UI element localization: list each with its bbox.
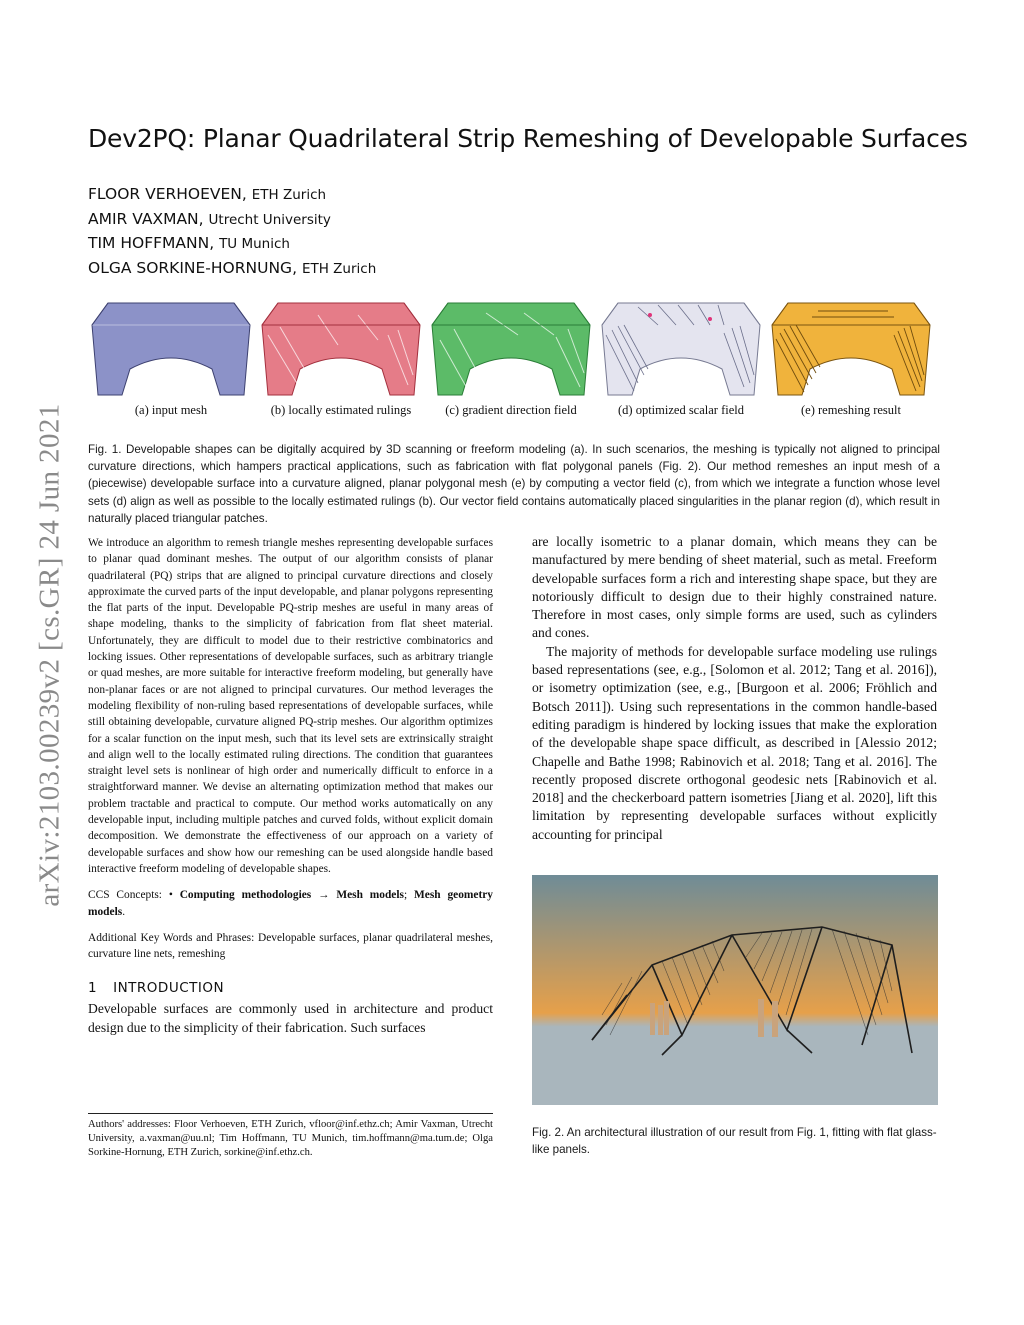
section-title: INTRODUCTION — [113, 980, 225, 997]
author-entry — [88, 208, 376, 233]
ccs-concepts — [88, 887, 493, 920]
figure-1c-caption: (c) gradient direction field — [445, 403, 577, 417]
author-affiliation: Utrecht University — [208, 211, 331, 228]
author-affiliation: ETH Zurich — [301, 260, 377, 277]
author-entry — [88, 232, 376, 257]
figure-1b-panel — [258, 295, 424, 425]
author-entry — [88, 183, 376, 208]
input-mesh-image — [88, 295, 254, 400]
section-number: 1 — [88, 980, 98, 997]
footnote-divider — [88, 1113, 493, 1114]
scalar-field-image — [598, 295, 764, 400]
abstract: We introduce an algorithm to remesh triangle meshes representing developable surfaces to planar quad dominant meshes. The output of our algorithm consists of planar quadrilateral (PQ) strips that are aligned to principal curvature directions and closely approximate the curved parts of the input developable, and planar polygons representing the flat parts of the input. Developable PQ-strip meshes are useful in many areas of shape modeling, thanks to the simplicity of fabrication from flat sheet material. Unfortunately, they are difficult to model due to their restrictive combinatorics and locking issues. Other representations of developable surfaces, such as arbitrary triangle or quad meshes, are more suitable for interactive freeform modeling, but generally have non-planar faces or are not aligned to principal curvatures. Our method leverages the modeling flexibility of non-ruling based representations of developable surfaces, while still obtaining developable, curvature aligned PQ-strip meshes. Our algorithm optimizes for a scalar function on the input mesh, such that its level sets are extrinsically straight and align well to the locally estimated ruling directions. The condition that guarantees straight level sets is nonlinear of high order and numerically difficult to enforce in a straightforward manner. We devise an alternating optimization method that makes our problem tractable and practical to compute. Our method works automatically on any developable input, including multiple patches and curved folds, without explicit domain decomposition. We demonstrate the effectiveness of our approach on a variety of developable surfaces and show how our remeshing can be used alongside handle based interactive freeform modeling of developable shapes. — [88, 537, 493, 875]
ccs-label: CCS Concepts: • — [88, 889, 173, 902]
author-affiliation: ETH Zurich — [251, 187, 327, 203]
paper-title: Dev2PQ: Planar Quadrilateral Strip Remeshing of Developable Surfaces — [88, 124, 968, 153]
author-name: OLGA SORKINE-HORNUNG, — [88, 258, 298, 277]
ccs-term-2: Mesh geometry models — [88, 889, 493, 918]
figure-1b-caption: (b) locally estimated rulings — [270, 403, 412, 417]
remeshing-result-image — [768, 295, 934, 400]
section-heading — [88, 980, 493, 996]
author-entry — [88, 257, 376, 282]
authors-addresses-footnote: Authors' addresses: Floor Verhoeven, ETH Zurich, vfloor@inf.ethz.ch; Amir Vaxman, Utrecht University, a.vaxman@uu.nl; Tim Hoffmann, TU Munich, tim.hoffmann@ma.tum.de; Olga Sorkine-Hornung, ETH Zurich, sorkine@inf.ethz.ch. — [88, 1119, 493, 1159]
architectural-render-image — [532, 875, 938, 1105]
ccs-end: . — [122, 905, 126, 918]
figure-1 — [88, 295, 938, 425]
figure-1e-caption: (e) remeshing result — [801, 403, 901, 417]
figure-2 — [532, 875, 938, 1105]
intro-paragraph-continued: are locally isometric to a planar domain, which means they can be manufactured by mere bending of sheet material, such as metal. Freeform developable surfaces form a rich and interesting shape space, but they are notoriously difficult to design due to their highly constrained nature. Therefore in most cases, only simple forms are used, such as cylinders and cones. — [532, 534, 937, 641]
author-name: AMIR VAXMAN, — [88, 209, 204, 228]
figure-1-caption: Fig. 1. Developable shapes can be digitally acquired by 3D scanning or freeform modeling (a). In such scenarios, the meshing is typically not aligned to principal curvature directions, which hampers practical applications, such as fabrication with flat polygonal panels (Fig. 2). Our method remeshes an input mesh of a (piecewise) developable surface into a curvature aligned, planar polygonal mesh (e) by computing a vector field (c), from which we integrate a function whose level sets (d) align as well as possible to the locally estimated rulings (b). Our vector field contains automatically placed singularities in the planar region (d), which result in naturally placed triangular patches. — [88, 443, 940, 525]
figure-1d-caption: (d) optimized scalar field — [618, 403, 744, 417]
intro-paragraph-2: The majority of methods for developable surface modeling use rulings based representations (see, e.g., [Solomon et al. 2012; Tang et al. 2016]), or isometry optimization (see, e.g., [Burgoon et al. 2006; Fröhlich and Botsch 2011]). Using such representations in the common handle-based editing paradigm is hindered by locking issues that make the exploration of the developable shape space difficult, as described in [Alessio 2012; Chapelle and Bathe 1998; Rabinovich et al. 2018; Tang et al. 2016]. The recently proposed discrete orthogonal geodesic nets [Rabinovich et al. 2018] and the checkerboard pattern isometries [Jiang et al. 2020], lift this limitation by representing developable surfaces without explicitly accounting for principal — [532, 643, 937, 842]
intro-paragraph-start: Developable surfaces are commonly used in architecture and product design due to the simplicity of their fabrication. Such surfaces — [88, 1001, 493, 1035]
left-column — [88, 535, 493, 1037]
figure-1c-panel — [428, 295, 594, 425]
arxiv-id-text: arXiv:2103.00239v2 [cs.GR] 24 Jun 2021 — [33, 403, 66, 907]
author-name: FLOOR VERHOEVEN, — [88, 185, 247, 203]
arxiv-stamp — [20, 360, 80, 950]
right-column — [532, 533, 937, 844]
figure-1d-panel — [598, 295, 764, 425]
figure-1e-panel — [768, 295, 934, 425]
author-list — [88, 183, 376, 281]
author-name: TIM HOFFMANN, — [88, 234, 215, 252]
figure-1a-caption: (a) input mesh — [134, 403, 208, 417]
ccs-term-1: Computing methodologies → Mesh models — [179, 889, 404, 902]
author-affiliation: TU Munich — [219, 236, 290, 252]
ccs-separator: ; — [403, 889, 408, 902]
figure-1a-panel — [88, 295, 254, 425]
keywords: Additional Key Words and Phrases: Developable surfaces, planar quadrilateral meshes, curvature line nets, remeshing — [88, 931, 493, 961]
rulings-image — [258, 295, 424, 400]
figure-2-caption: Fig. 2. An architectural illustration of our result from Fig. 1, fitting with flat glass-like panels. — [532, 1126, 937, 1157]
gradient-field-image — [428, 295, 594, 400]
